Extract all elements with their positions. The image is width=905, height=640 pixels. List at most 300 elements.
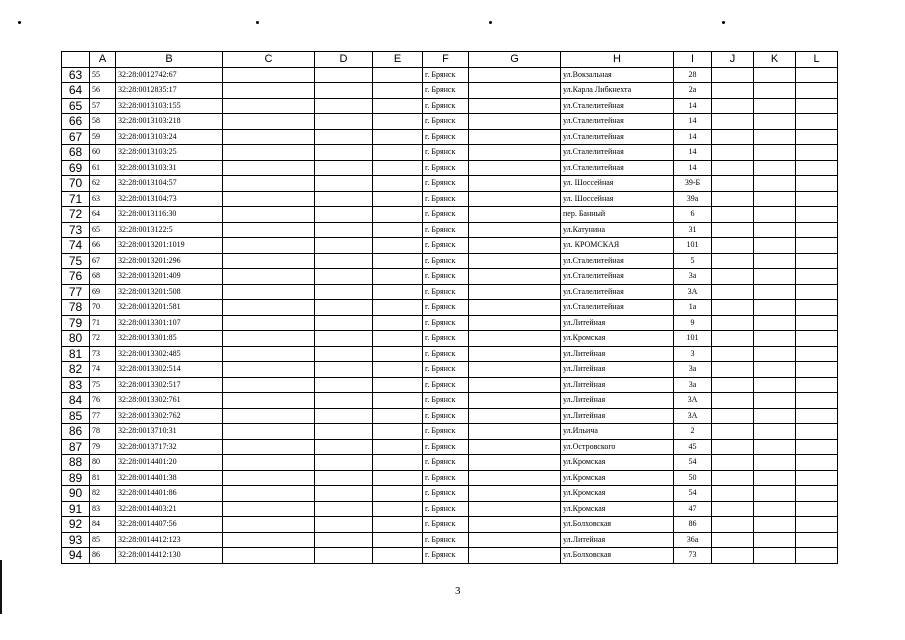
cell-k bbox=[754, 207, 796, 223]
table-row bbox=[62, 98, 838, 114]
cell-h-street: ул. Шоссейная bbox=[561, 176, 674, 192]
row-number: 75 bbox=[62, 253, 90, 269]
cell-c bbox=[223, 160, 315, 176]
column-header: A bbox=[90, 52, 116, 68]
column-header: D bbox=[315, 52, 373, 68]
cell-b-cadastral-number: 32:28:0013302:762 bbox=[116, 408, 223, 424]
cell-a: 70 bbox=[90, 300, 116, 316]
cell-g bbox=[469, 548, 561, 564]
cell-l bbox=[796, 222, 838, 238]
cell-k bbox=[754, 424, 796, 440]
cell-i-house: 3А bbox=[674, 408, 712, 424]
cell-c bbox=[223, 486, 315, 502]
cell-e bbox=[373, 176, 423, 192]
row-number: 70 bbox=[62, 176, 90, 192]
cell-f-city: г. Брянск bbox=[423, 176, 469, 192]
cell-b-cadastral-number: 32:28:0013717:32 bbox=[116, 439, 223, 455]
cell-l bbox=[796, 269, 838, 285]
cell-j bbox=[712, 300, 754, 316]
scan-edge-line bbox=[0, 560, 2, 614]
cell-e bbox=[373, 455, 423, 471]
cell-a: 61 bbox=[90, 160, 116, 176]
row-number: 73 bbox=[62, 222, 90, 238]
cell-i-house: 101 bbox=[674, 238, 712, 254]
column-header: F bbox=[423, 52, 469, 68]
cell-j bbox=[712, 393, 754, 409]
cell-b-cadastral-number: 32:28:0013710:31 bbox=[116, 424, 223, 440]
cell-a: 56 bbox=[90, 83, 116, 99]
cell-e bbox=[373, 191, 423, 207]
row-number: 92 bbox=[62, 517, 90, 533]
cell-c bbox=[223, 67, 315, 83]
cell-f-city: г. Брянск bbox=[423, 548, 469, 564]
cell-e bbox=[373, 501, 423, 517]
cell-b-cadastral-number: 32:28:0013302:761 bbox=[116, 393, 223, 409]
cell-k bbox=[754, 284, 796, 300]
cell-a: 62 bbox=[90, 176, 116, 192]
cell-l bbox=[796, 300, 838, 316]
cell-h-street: ул.Кромская bbox=[561, 331, 674, 347]
cell-g bbox=[469, 331, 561, 347]
cell-b-cadastral-number: 32:28:0013302:485 bbox=[116, 346, 223, 362]
cell-e bbox=[373, 269, 423, 285]
cell-i-house: 50 bbox=[674, 470, 712, 486]
cell-a: 76 bbox=[90, 393, 116, 409]
cell-i-house: 6 bbox=[674, 207, 712, 223]
cell-g bbox=[469, 346, 561, 362]
cell-d bbox=[315, 145, 373, 161]
table-row bbox=[62, 83, 838, 99]
cell-a: 67 bbox=[90, 253, 116, 269]
cell-c bbox=[223, 346, 315, 362]
table-row bbox=[62, 377, 838, 393]
cell-d bbox=[315, 300, 373, 316]
cell-h-street: ул.Литейная bbox=[561, 408, 674, 424]
row-number: 87 bbox=[62, 439, 90, 455]
cell-i-house: 3а bbox=[674, 377, 712, 393]
cell-j bbox=[712, 455, 754, 471]
cell-k bbox=[754, 362, 796, 378]
cell-e bbox=[373, 160, 423, 176]
cell-a: 72 bbox=[90, 331, 116, 347]
cell-j bbox=[712, 67, 754, 83]
cell-c bbox=[223, 269, 315, 285]
cell-f-city: г. Брянск bbox=[423, 315, 469, 331]
cell-e bbox=[373, 346, 423, 362]
cell-f-city: г. Брянск bbox=[423, 284, 469, 300]
cell-e bbox=[373, 393, 423, 409]
cell-h-street: ул.Сталелитейная bbox=[561, 284, 674, 300]
cell-k bbox=[754, 532, 796, 548]
cell-g bbox=[469, 300, 561, 316]
row-number: 94 bbox=[62, 548, 90, 564]
table-row bbox=[62, 424, 838, 440]
cell-g bbox=[469, 362, 561, 378]
table-row bbox=[62, 455, 838, 471]
table-row bbox=[62, 67, 838, 83]
scan-dot bbox=[489, 21, 492, 24]
cell-l bbox=[796, 408, 838, 424]
cell-f-city: г. Брянск bbox=[423, 362, 469, 378]
cell-d bbox=[315, 424, 373, 440]
cell-i-house: 5 bbox=[674, 253, 712, 269]
cell-e bbox=[373, 408, 423, 424]
cell-h-street: ул.Ильича bbox=[561, 424, 674, 440]
cell-j bbox=[712, 315, 754, 331]
cell-f-city: г. Брянск bbox=[423, 160, 469, 176]
cell-i-house: 101 bbox=[674, 331, 712, 347]
cell-d bbox=[315, 67, 373, 83]
cell-l bbox=[796, 284, 838, 300]
cell-i-house: 31 bbox=[674, 222, 712, 238]
cell-f-city: г. Брянск bbox=[423, 393, 469, 409]
cell-a: 65 bbox=[90, 222, 116, 238]
cell-h-street: ул.Сталелитейная bbox=[561, 160, 674, 176]
cell-i-house: 54 bbox=[674, 486, 712, 502]
cell-i-house: 2а bbox=[674, 83, 712, 99]
cell-b-cadastral-number: 32:28:0014403:21 bbox=[116, 501, 223, 517]
cell-b-cadastral-number: 32:28:0013302:514 bbox=[116, 362, 223, 378]
cell-l bbox=[796, 129, 838, 145]
cell-d bbox=[315, 548, 373, 564]
cell-i-house: 39-Б bbox=[674, 176, 712, 192]
cell-i-house: 14 bbox=[674, 160, 712, 176]
cell-e bbox=[373, 238, 423, 254]
cell-g bbox=[469, 424, 561, 440]
cell-d bbox=[315, 269, 373, 285]
cell-l bbox=[796, 67, 838, 83]
cell-k bbox=[754, 160, 796, 176]
cell-h-street: ул.Сталелитейная bbox=[561, 114, 674, 130]
cell-l bbox=[796, 486, 838, 502]
cell-a: 58 bbox=[90, 114, 116, 130]
cell-e bbox=[373, 377, 423, 393]
cell-e bbox=[373, 145, 423, 161]
cell-d bbox=[315, 346, 373, 362]
cell-h-street: ул.Болховская bbox=[561, 517, 674, 533]
cell-e bbox=[373, 253, 423, 269]
row-number: 91 bbox=[62, 501, 90, 517]
cell-f-city: г. Брянск bbox=[423, 145, 469, 161]
cell-h-street: ул.Кромская bbox=[561, 470, 674, 486]
cell-g bbox=[469, 253, 561, 269]
cell-c bbox=[223, 501, 315, 517]
cell-a: 66 bbox=[90, 238, 116, 254]
cell-a: 85 bbox=[90, 532, 116, 548]
cell-g bbox=[469, 67, 561, 83]
cell-c bbox=[223, 253, 315, 269]
cell-d bbox=[315, 517, 373, 533]
cell-g bbox=[469, 98, 561, 114]
cell-h-street: ул.Литейная bbox=[561, 532, 674, 548]
cell-j bbox=[712, 191, 754, 207]
cell-g bbox=[469, 238, 561, 254]
cell-d bbox=[315, 160, 373, 176]
table-row bbox=[62, 191, 838, 207]
cell-h-street: ул.Сталелитейная bbox=[561, 98, 674, 114]
cell-a: 64 bbox=[90, 207, 116, 223]
cell-h-street: ул.Литейная bbox=[561, 315, 674, 331]
cell-d bbox=[315, 129, 373, 145]
table-row bbox=[62, 346, 838, 362]
cell-l bbox=[796, 145, 838, 161]
cell-g bbox=[469, 517, 561, 533]
cell-c bbox=[223, 331, 315, 347]
cell-b-cadastral-number: 32:28:0013103:155 bbox=[116, 98, 223, 114]
cell-b-cadastral-number: 32:28:0012835:17 bbox=[116, 83, 223, 99]
table-row bbox=[62, 269, 838, 285]
table-row bbox=[62, 160, 838, 176]
cell-k bbox=[754, 377, 796, 393]
cell-a: 63 bbox=[90, 191, 116, 207]
cell-f-city: г. Брянск bbox=[423, 486, 469, 502]
cell-l bbox=[796, 362, 838, 378]
cell-k bbox=[754, 253, 796, 269]
row-number: 72 bbox=[62, 207, 90, 223]
cell-h-street: ул.Катунина bbox=[561, 222, 674, 238]
cell-g bbox=[469, 176, 561, 192]
column-header: J bbox=[712, 52, 754, 68]
cell-k bbox=[754, 486, 796, 502]
cell-i-house: 3а bbox=[674, 362, 712, 378]
row-number: 65 bbox=[62, 98, 90, 114]
table-row bbox=[62, 145, 838, 161]
column-header-row bbox=[62, 52, 838, 68]
cell-b-cadastral-number: 32:28:0014401:20 bbox=[116, 455, 223, 471]
cell-d bbox=[315, 501, 373, 517]
cell-k bbox=[754, 191, 796, 207]
cell-k bbox=[754, 501, 796, 517]
cell-g bbox=[469, 191, 561, 207]
cell-h-street: ул.Карла Либкнехта bbox=[561, 83, 674, 99]
cell-c bbox=[223, 470, 315, 486]
cell-h-street: ул.Кромская bbox=[561, 501, 674, 517]
cell-k bbox=[754, 331, 796, 347]
cell-h-street: ул.Островского bbox=[561, 439, 674, 455]
cell-c bbox=[223, 408, 315, 424]
row-number: 84 bbox=[62, 393, 90, 409]
cell-i-house: 73 bbox=[674, 548, 712, 564]
cell-d bbox=[315, 377, 373, 393]
cell-i-house: 3А bbox=[674, 284, 712, 300]
column-header: G bbox=[469, 52, 561, 68]
cell-a: 59 bbox=[90, 129, 116, 145]
cell-e bbox=[373, 114, 423, 130]
cell-d bbox=[315, 207, 373, 223]
cell-g bbox=[469, 160, 561, 176]
table-row bbox=[62, 300, 838, 316]
cell-a: 68 bbox=[90, 269, 116, 285]
table-row bbox=[62, 222, 838, 238]
cell-i-house: 14 bbox=[674, 98, 712, 114]
cell-f-city: г. Брянск bbox=[423, 455, 469, 471]
cell-k bbox=[754, 114, 796, 130]
table-row bbox=[62, 331, 838, 347]
cell-k bbox=[754, 222, 796, 238]
cell-k bbox=[754, 455, 796, 471]
cell-e bbox=[373, 331, 423, 347]
cell-a: 69 bbox=[90, 284, 116, 300]
cell-a: 81 bbox=[90, 470, 116, 486]
cell-j bbox=[712, 207, 754, 223]
row-number: 79 bbox=[62, 315, 90, 331]
cell-a: 74 bbox=[90, 362, 116, 378]
cell-c bbox=[223, 517, 315, 533]
row-number: 77 bbox=[62, 284, 90, 300]
cell-c bbox=[223, 424, 315, 440]
cell-j bbox=[712, 517, 754, 533]
cell-f-city: г. Брянск bbox=[423, 269, 469, 285]
cell-f-city: г. Брянск bbox=[423, 470, 469, 486]
cell-l bbox=[796, 455, 838, 471]
table-row bbox=[62, 486, 838, 502]
cell-b-cadastral-number: 32:28:0013116:30 bbox=[116, 207, 223, 223]
cell-a: 55 bbox=[90, 67, 116, 83]
cell-f-city: г. Брянск bbox=[423, 238, 469, 254]
cell-f-city: г. Брянск bbox=[423, 114, 469, 130]
cell-j bbox=[712, 284, 754, 300]
cell-j bbox=[712, 346, 754, 362]
row-number: 86 bbox=[62, 424, 90, 440]
cell-g bbox=[469, 83, 561, 99]
cell-g bbox=[469, 408, 561, 424]
cell-j bbox=[712, 470, 754, 486]
cell-k bbox=[754, 393, 796, 409]
cell-b-cadastral-number: 32:28:0013301:85 bbox=[116, 331, 223, 347]
cell-b-cadastral-number: 32:28:0014401:38 bbox=[116, 470, 223, 486]
cell-b-cadastral-number: 32:28:0014412:130 bbox=[116, 548, 223, 564]
cell-e bbox=[373, 67, 423, 83]
cell-g bbox=[469, 486, 561, 502]
cell-f-city: г. Брянск bbox=[423, 439, 469, 455]
row-number: 89 bbox=[62, 470, 90, 486]
cell-a: 78 bbox=[90, 424, 116, 440]
cell-f-city: г. Брянск bbox=[423, 253, 469, 269]
cell-c bbox=[223, 548, 315, 564]
cell-d bbox=[315, 284, 373, 300]
cell-k bbox=[754, 300, 796, 316]
cell-d bbox=[315, 470, 373, 486]
cell-l bbox=[796, 98, 838, 114]
table-row bbox=[62, 517, 838, 533]
table-row bbox=[62, 114, 838, 130]
cell-k bbox=[754, 517, 796, 533]
cell-d bbox=[315, 83, 373, 99]
cell-e bbox=[373, 439, 423, 455]
cell-g bbox=[469, 455, 561, 471]
row-number: 71 bbox=[62, 191, 90, 207]
cell-l bbox=[796, 207, 838, 223]
table-row bbox=[62, 548, 838, 564]
cell-d bbox=[315, 362, 373, 378]
cell-h-street: ул. Шоссейная bbox=[561, 191, 674, 207]
cell-h-street: ул.Кромская bbox=[561, 455, 674, 471]
cell-a: 71 bbox=[90, 315, 116, 331]
cell-c bbox=[223, 455, 315, 471]
cell-f-city: г. Брянск bbox=[423, 67, 469, 83]
cell-e bbox=[373, 470, 423, 486]
cell-d bbox=[315, 439, 373, 455]
cell-c bbox=[223, 300, 315, 316]
cell-k bbox=[754, 98, 796, 114]
cell-i-house: 47 bbox=[674, 501, 712, 517]
cell-e bbox=[373, 424, 423, 440]
cell-d bbox=[315, 222, 373, 238]
cell-h-street: ул.Литейная bbox=[561, 362, 674, 378]
column-header: E bbox=[373, 52, 423, 68]
cell-k bbox=[754, 83, 796, 99]
cell-f-city: г. Брянск bbox=[423, 300, 469, 316]
cell-d bbox=[315, 238, 373, 254]
cell-j bbox=[712, 238, 754, 254]
column-header: C bbox=[223, 52, 315, 68]
cell-l bbox=[796, 160, 838, 176]
cell-j bbox=[712, 98, 754, 114]
cell-i-house: 1а bbox=[674, 300, 712, 316]
cell-i-house: 86 bbox=[674, 517, 712, 533]
corner-cell bbox=[62, 52, 90, 68]
table-row bbox=[62, 238, 838, 254]
cell-l bbox=[796, 393, 838, 409]
cell-l bbox=[796, 517, 838, 533]
cell-l bbox=[796, 315, 838, 331]
cell-b-cadastral-number: 32:28:0014401:86 bbox=[116, 486, 223, 502]
cell-a: 73 bbox=[90, 346, 116, 362]
cell-j bbox=[712, 424, 754, 440]
row-number: 85 bbox=[62, 408, 90, 424]
cell-l bbox=[796, 439, 838, 455]
cell-c bbox=[223, 191, 315, 207]
column-header: B bbox=[116, 52, 223, 68]
cell-f-city: г. Брянск bbox=[423, 408, 469, 424]
cell-f-city: г. Брянск bbox=[423, 222, 469, 238]
cell-d bbox=[315, 408, 373, 424]
cell-e bbox=[373, 532, 423, 548]
cell-b-cadastral-number: 32:28:0013301:107 bbox=[116, 315, 223, 331]
page-number: 3 bbox=[455, 585, 461, 597]
cell-j bbox=[712, 532, 754, 548]
cell-g bbox=[469, 470, 561, 486]
cell-a: 80 bbox=[90, 455, 116, 471]
cell-f-city: г. Брянск bbox=[423, 83, 469, 99]
cell-f-city: г. Брянск bbox=[423, 517, 469, 533]
cell-l bbox=[796, 114, 838, 130]
cell-f-city: г. Брянск bbox=[423, 98, 469, 114]
cell-f-city: г. Брянск bbox=[423, 207, 469, 223]
cell-a: 84 bbox=[90, 517, 116, 533]
row-number: 74 bbox=[62, 238, 90, 254]
column-header: L bbox=[796, 52, 838, 68]
cell-h-street: ул.Литейная bbox=[561, 346, 674, 362]
cell-b-cadastral-number: 32:28:0013302:517 bbox=[116, 377, 223, 393]
table-row bbox=[62, 207, 838, 223]
cell-l bbox=[796, 532, 838, 548]
row-number: 81 bbox=[62, 346, 90, 362]
cell-l bbox=[796, 470, 838, 486]
table-row bbox=[62, 176, 838, 192]
cell-b-cadastral-number: 32:28:0013103:31 bbox=[116, 160, 223, 176]
cell-c bbox=[223, 176, 315, 192]
cell-b-cadastral-number: 32:28:0014412:123 bbox=[116, 532, 223, 548]
cell-k bbox=[754, 315, 796, 331]
cell-a: 79 bbox=[90, 439, 116, 455]
row-number: 80 bbox=[62, 331, 90, 347]
cell-i-house: 45 bbox=[674, 439, 712, 455]
cell-g bbox=[469, 114, 561, 130]
cell-e bbox=[373, 362, 423, 378]
cell-b-cadastral-number: 32:28:0013201:409 bbox=[116, 269, 223, 285]
cell-c bbox=[223, 393, 315, 409]
